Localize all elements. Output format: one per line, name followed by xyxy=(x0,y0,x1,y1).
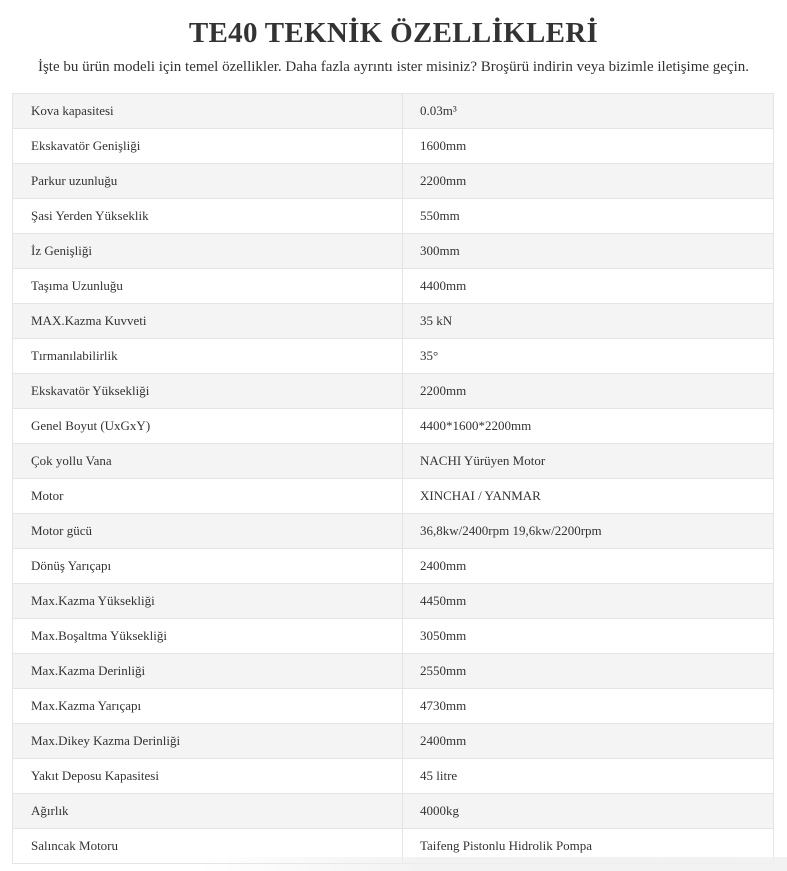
spec-label: Salıncak Motoru xyxy=(13,829,403,864)
spec-value: 3050mm xyxy=(403,619,774,654)
spec-value: 4400mm xyxy=(403,269,774,304)
spec-value: 300mm xyxy=(403,234,774,269)
spec-value: 4000kg xyxy=(403,794,774,829)
spec-row xyxy=(13,584,774,619)
spec-row xyxy=(13,339,774,374)
spec-label: Max.Kazma Derinliği xyxy=(13,654,403,689)
spec-value: 2200mm xyxy=(403,164,774,199)
spec-row xyxy=(13,689,774,724)
spec-table-body xyxy=(13,94,774,864)
spec-value: NACHI Yürüyen Motor xyxy=(403,444,774,479)
spec-row xyxy=(13,654,774,689)
spec-label: Motor gücü xyxy=(13,514,403,549)
spec-row xyxy=(13,164,774,199)
spec-row xyxy=(13,514,774,549)
spec-value: Taifeng Pistonlu Hidrolik Pompa xyxy=(403,829,774,864)
spec-row xyxy=(13,619,774,654)
spec-value: 2200mm xyxy=(403,374,774,409)
spec-label: İz Genişliği xyxy=(13,234,403,269)
spec-label: Taşıma Uzunluğu xyxy=(13,269,403,304)
spec-row xyxy=(13,409,774,444)
spec-row xyxy=(13,479,774,514)
spec-value: 35° xyxy=(403,339,774,374)
page-title: TE40 TEKNİK ÖZELLİKLERİ xyxy=(188,17,599,49)
spec-value: 4730mm xyxy=(403,689,774,724)
spec-value: 2550mm xyxy=(403,654,774,689)
spec-row xyxy=(13,199,774,234)
spec-label: Tırmanılabilirlik xyxy=(13,339,403,374)
spec-value: 2400mm xyxy=(403,549,774,584)
spec-row xyxy=(13,444,774,479)
spec-row xyxy=(13,234,774,269)
spec-value: 2400mm xyxy=(403,724,774,759)
spec-label: Genel Boyut (UxGxY) xyxy=(13,409,403,444)
spec-value: 36,8kw/2400rpm 19,6kw/2200rpm xyxy=(403,514,774,549)
spec-label: Ekskavatör Yüksekliği xyxy=(13,374,403,409)
spec-row xyxy=(13,374,774,409)
spec-value: 35 kN xyxy=(403,304,774,339)
spec-label: Kova kapasitesi xyxy=(13,94,403,129)
spec-label: Max.Boşaltma Yüksekliği xyxy=(13,619,403,654)
spec-value: XINCHAI / YANMAR xyxy=(403,479,774,514)
spec-row xyxy=(13,549,774,584)
spec-label: Yakıt Deposu Kapasitesi xyxy=(13,759,403,794)
spec-label: Max.Dikey Kazma Derinliği xyxy=(13,724,403,759)
spec-label: MAX.Kazma Kuvveti xyxy=(13,304,403,339)
spec-row xyxy=(13,759,774,794)
spec-table xyxy=(12,93,774,864)
spec-row xyxy=(13,304,774,339)
spec-row xyxy=(13,724,774,759)
bottom-shadow xyxy=(200,857,787,871)
spec-value: 4400*1600*2200mm xyxy=(403,409,774,444)
spec-label: Ekskavatör Genişliği xyxy=(13,129,403,164)
spec-label: Ağırlık xyxy=(13,794,403,829)
spec-label: Max.Kazma Yarıçapı xyxy=(13,689,403,724)
spec-label: Şasi Yerden Yükseklik xyxy=(13,199,403,234)
spec-label: Parkur uzunluğu xyxy=(13,164,403,199)
spec-value: 4450mm xyxy=(403,584,774,619)
spec-value: 0.03m³ xyxy=(403,94,774,129)
spec-label: Dönüş Yarıçapı xyxy=(13,549,403,584)
spec-value: 550mm xyxy=(403,199,774,234)
spec-row xyxy=(13,794,774,829)
spec-row xyxy=(13,129,774,164)
spec-value: 45 litre xyxy=(403,759,774,794)
spec-label: Çok yollu Vana xyxy=(13,444,403,479)
spec-row xyxy=(13,94,774,129)
spec-label: Motor xyxy=(13,479,403,514)
spec-label: Max.Kazma Yüksekliği xyxy=(13,584,403,619)
spec-row xyxy=(13,269,774,304)
spec-value: 1600mm xyxy=(403,129,774,164)
page-subtitle: İşte bu ürün modeli için temel özellikler. Daha fazla ayrıntı ister misiniz? Broşürü indirin veya bizimle iletişime geçin. xyxy=(37,59,750,75)
